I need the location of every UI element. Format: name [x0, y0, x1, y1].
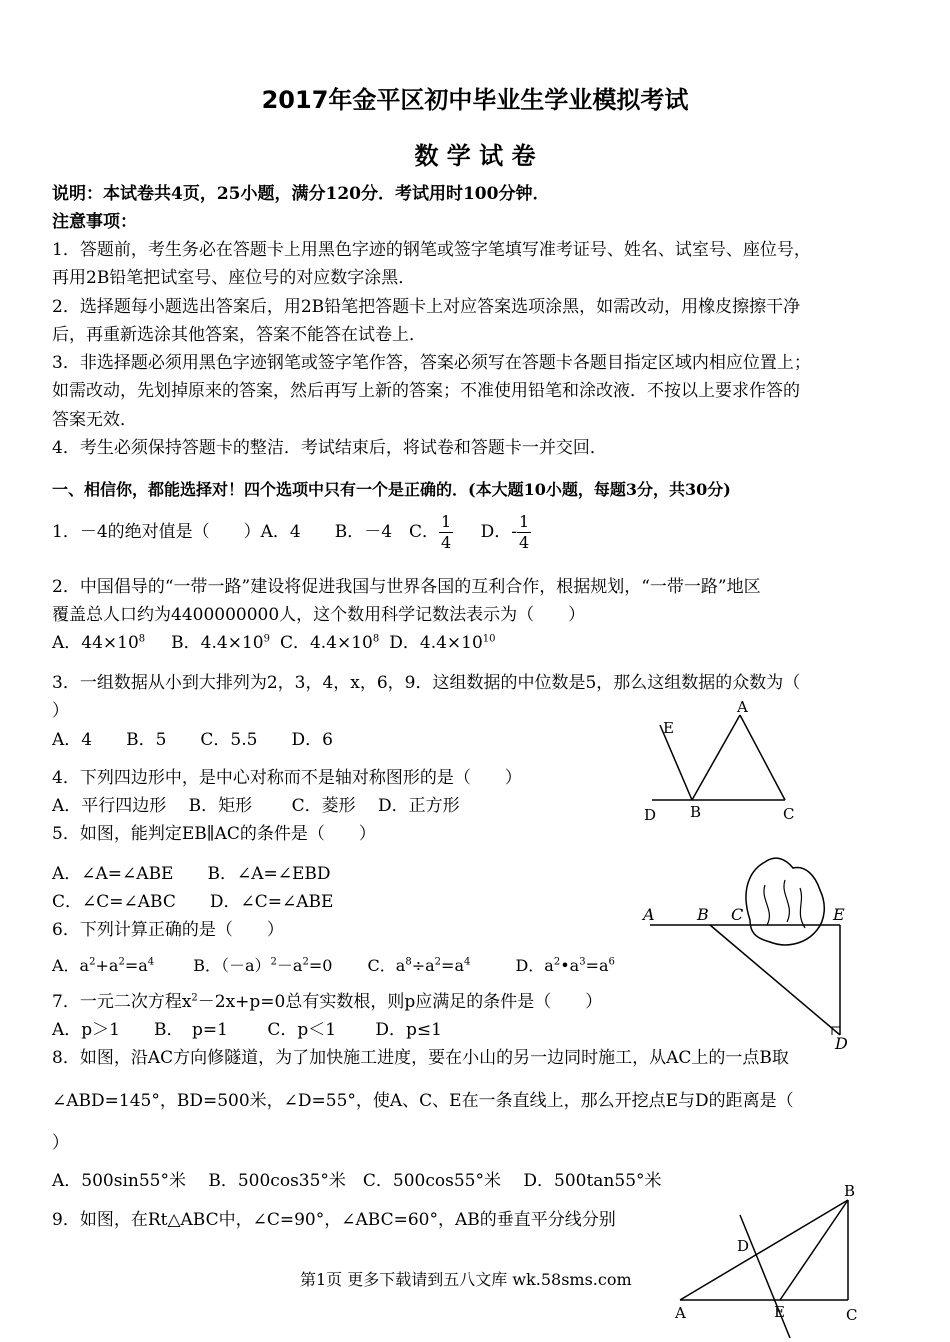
figure-q5 — [630, 695, 810, 830]
line-ac — [740, 715, 785, 800]
label-b: B — [690, 803, 702, 821]
q2-options: A．$44\times 10^8$ B．$4.4\times 10^9$ C．$4.4\times 10^8$ D．$4.4\times 10^{10}$ — [52, 633, 496, 653]
note-line: 1．答题前，考生务必在答题卡上用黑色字迹的钢笔或签字笔填写准考证号、姓名、试室号、座位号， — [52, 240, 811, 260]
note-line: 4．考生必须保持答题卡的整洁．考试结束后，将试卷和答题卡一并交回． — [52, 438, 607, 458]
mountain-contours — [764, 880, 805, 928]
q1-text: 1．－4的绝对值是（ ）A．4 B．－4 C． — [52, 522, 440, 542]
q1-fraction-c: $\frac{1}{4}$ — [441, 512, 452, 552]
label-e: E — [663, 719, 674, 737]
line-bd — [710, 925, 840, 1035]
instructions-intro: 说明：本试卷共4页，25小题，满分120分．考试用时100分钟． — [52, 184, 550, 204]
exam-subtitle: 数 学 试 卷 — [414, 142, 536, 170]
label-d: D — [737, 1237, 750, 1255]
label-e: E — [774, 1303, 785, 1321]
note-line: 再用2B铅笔把试室号、座位号的对应数字涂黑． — [52, 268, 416, 288]
label-b: B — [844, 1182, 856, 1200]
q6-options: A．$a^2+a^2=a^4$ B．$(-a)^2-a^2=0$ C．$a^8\div a^2=a^4$ D．$a^2•a^3=a^6$ — [52, 956, 615, 975]
note-line: 后，再重新选涂其他答案，答案不能答在试卷上． — [52, 325, 426, 345]
line-ab — [680, 1200, 848, 1300]
q3-line2: ） — [52, 701, 69, 721]
page-footer: 第1页 更多下载请到五八文库 wk.58sms.com — [300, 1270, 632, 1289]
q3-line1: 3．一组数据从小到大排列为2，3，4，x，6，9．这组数据的中位数是5，那么这组数据的众数为（ — [52, 673, 801, 693]
q1-option-d: D．- — [480, 522, 518, 542]
label-a: A — [675, 1304, 686, 1322]
q3-options: A．4 B．5 C．5.5 D．6 — [52, 730, 333, 750]
line-ba — [692, 715, 740, 800]
exam-title: 2017年金平区初中毕业生学业模拟考试 — [261, 86, 689, 114]
q8-line1: 8．如图，沿AC方向修隧道，为了加快施工进度，要在小山的另一边同时施工，从AC上的一点B取 — [52, 1048, 789, 1068]
q8-line2: ∠ABD=145°，BD=500米，∠D=55°，使A、C、E在一条直线上，那么开挖点E与D的距离是（ — [52, 1091, 794, 1111]
q4-options: A．平行四边形 B．矩形 C．菱形 D．正方形 — [52, 796, 460, 816]
label-c: C — [783, 805, 795, 823]
q5-options-row2: C．∠C=∠ABC D．∠C=∠ABE — [52, 892, 334, 912]
q5-text: 5．如图，能判定EB∥AC的条件是（ ） — [52, 824, 376, 844]
q8-line3: ） — [52, 1133, 69, 1153]
mountain-outline — [746, 858, 824, 945]
label-a: A — [737, 698, 748, 716]
q9-text: 9．如图，在Rt△ABC中，∠C=90°，∠ABC=60°，AB的垂直平分线分别 — [52, 1210, 616, 1230]
label-a: A — [643, 905, 655, 924]
figure-q8 — [635, 850, 860, 1050]
q2-line1: 2．中国倡导的“一带一路”建设将促进我国与世界各国的互利合作，根据规划，“一带一路”地区 — [52, 577, 761, 597]
q5-options-row1: A．∠A=∠ABE B．∠A=∠EBD — [52, 864, 331, 884]
label-b: B — [697, 905, 709, 924]
line-eb — [780, 1200, 848, 1300]
question-1 — [52, 510, 531, 554]
q8-options: A．500sin55°米 B．500cos35°米 C．500cos55°米 D．500tan55°米 — [52, 1171, 662, 1191]
note-line: 如需改动，先划掉原来的答案，然后再写上新的答案；不准使用铅笔和涂改液．不按以上要求作答的 — [52, 381, 800, 401]
label-c: C — [731, 905, 744, 924]
label-d: D — [644, 806, 657, 824]
q2-line2: 覆盖总人口约为4400000000人，这个数用科学记数法表示为（ ） — [52, 605, 586, 625]
label-e: E — [833, 905, 845, 924]
q7-options: A．p＞1 B． p=1 C．p＜1 D．p≤1 — [52, 1020, 442, 1040]
q1-fraction-d: $\frac{1}{4}$ — [519, 512, 530, 552]
q4-text: 4．下列四边形中，是中心对称而不是轴对称图形的是（ ） — [52, 768, 522, 788]
note-line: 答案无效． — [52, 410, 137, 430]
label-d: D — [835, 1034, 848, 1050]
label-c: C — [846, 1306, 858, 1324]
section1-heading: 一、相信你，都能选择对！四个选项中只有一个是正确的．(本大题10小题，每题3分，共30分) — [52, 480, 731, 499]
notes-heading: 注意事项： — [52, 212, 137, 232]
note-line: 3．非选择题必须用黑色字迹钢笔或签字笔作答，答案必须写在答题卡各题目指定区域内相应位置上； — [52, 353, 811, 373]
q7-text: 7．一元二次方程$x^2-2x+p=0$总有实数根，则p应满足的条件是（ ） — [52, 992, 603, 1012]
q6-text: 6．下列计算正确的是（ ） — [52, 920, 284, 940]
figure-q9 — [670, 1180, 870, 1342]
note-line: 2．选择题每小题选出答案后，用2B铅笔把答题卡上对应答案选项涂黑，如需改动，用橡皮擦擦干净 — [52, 297, 801, 317]
